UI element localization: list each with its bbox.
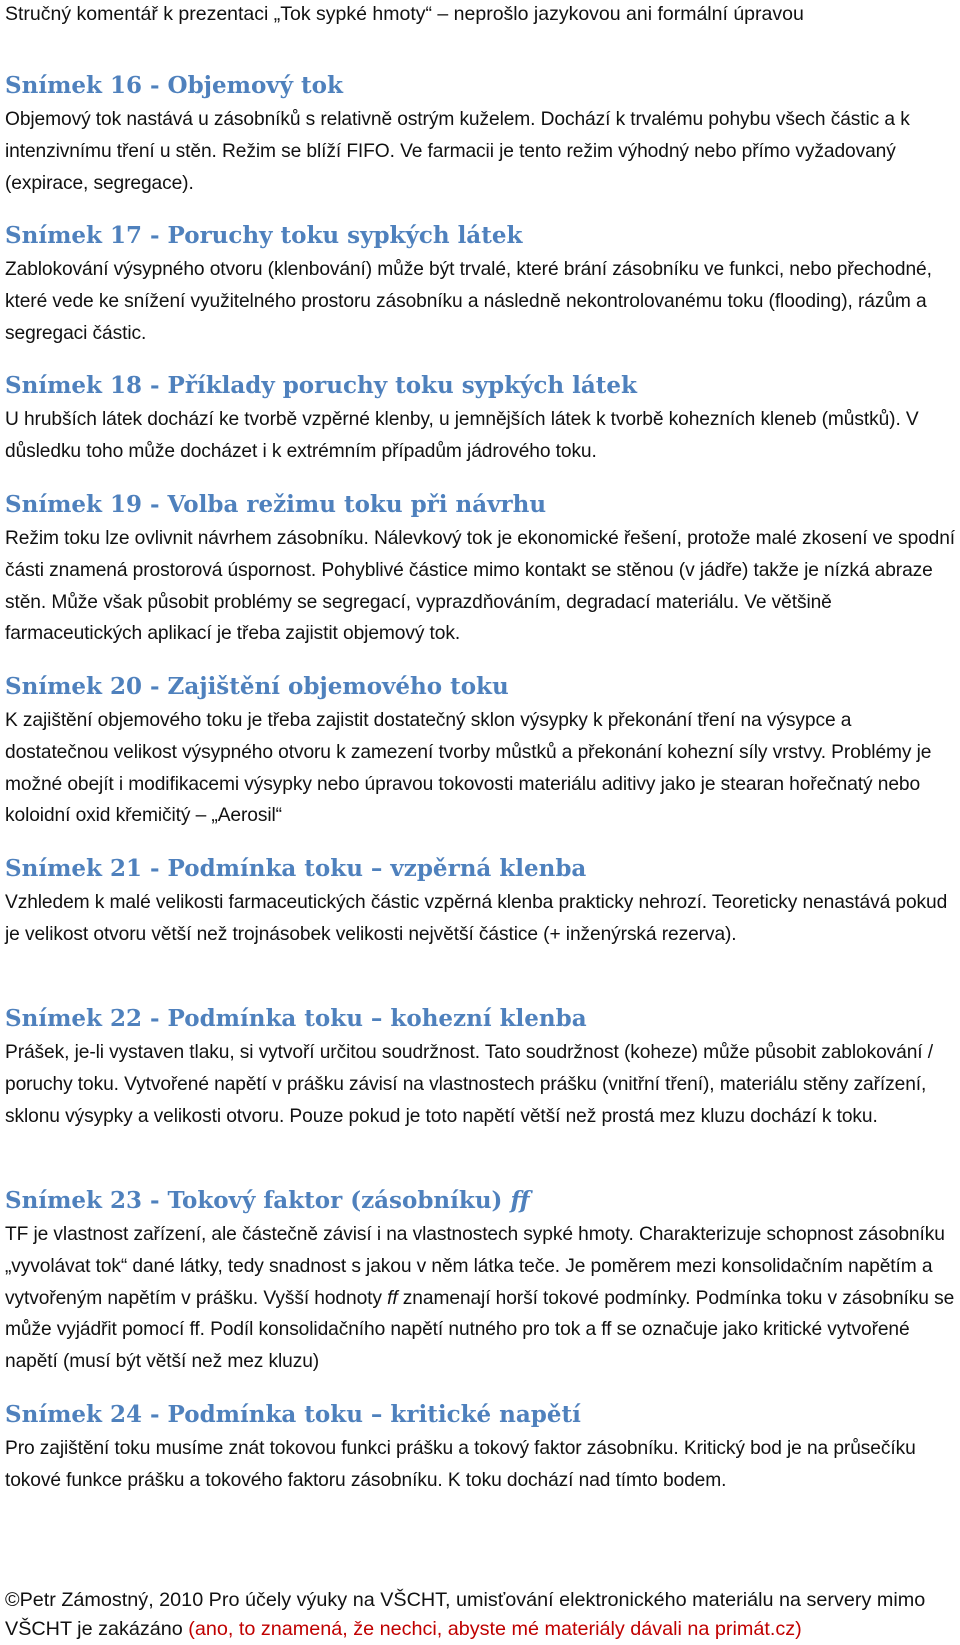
section-heading: Snímek 21 - Podmínka toku – vzpěrná klenba (5, 855, 587, 882)
section-paragraph: K zajištění objemového toku je třeba zajistit dostatečný sklon výsypky k překonání tření na výsypce a dostatečnou velikost výsypného otvoru k zamezení tvorby můstků a překonání kohezní síly vrstvy. Problémy je možné obejít i modifikacemi výsypky nebo úpravou tokovosti materiálu aditivy jako je stearan hořečnatý nebo koloidní oxid křemičitý – „Aerosil“ (5, 710, 932, 827)
section-snimek-19 (5, 489, 955, 650)
section-snimek-23 (5, 1185, 955, 1378)
section-snimek-17 (5, 220, 955, 349)
section-heading: Snímek 20 - Zajištění objemového toku (5, 673, 509, 700)
section-paragraph: Objemový tok nastává u zásobníků s relativně ostrým kuželem. Dochází k trvalému pohybu všech částic a k intenzivnímu tření u stěn. Režim se blíží FIFO. Ve farmacii je tento režim výhodný nebo přímo vyžadovaný (expirace, segregace). (5, 109, 910, 194)
section-snimek-16 (5, 70, 955, 199)
section-paragraph: Zablokování výsypného otvoru (klenbování) může být trvalé, které brání zásobníku ve funkci, nebo přechodné, které vede ke snížení využitelného prostoru zásobníku a následně nekontrolovanému toku (flooding), rázům a segregaci částic. (5, 259, 932, 344)
section-paragraph: Prášek, je-li vystaven tlaku, si vytvoří určitou soudržnost. Tato soudržnost (koheze) může působit zablokování / poruchy toku. Vytvořené napětí v prášku závisí na vlastnostech prášku (vnitřní tření), materiálu stěny zařízení, sklonu výsypky a velikosti otvoru. Pouze pokud je toto napětí větší než prostá mez kluzu dochází k toku. (5, 1042, 934, 1127)
section-heading-symbol: ff (510, 1187, 530, 1214)
section-heading: Snímek 17 - Poruchy toku sypkých látek (5, 222, 523, 249)
paragraph-part: znamenají horší tokové podmínky. Podmínka toku v zásobníku se může vyjádřit pomocí ff. Podíl konsolidačního napětí nutného pro tok a ff se označuje jako kritické vytvořené napětí (musí být větší než mez kluzu) (5, 1287, 955, 1373)
section-heading: Snímek 19 - Volba režimu toku při návrhu (5, 491, 547, 518)
section-heading: Snímek 24 - Podmínka toku – kritické napětí (5, 1401, 581, 1428)
section-snimek-21 (5, 853, 955, 951)
copyright-footer (5, 1586, 960, 1644)
section-snimek-20 (5, 671, 955, 832)
section-snimek-22 (5, 1003, 955, 1132)
section-snimek-18 (5, 370, 955, 468)
section-heading: Snímek 18 - Příklady poruchy toku sypkých látek (5, 372, 637, 399)
section-paragraph: U hrubších látek dochází ke tvorbě vzpěrné klenby, u jemnějších látek k tvorbě kohezních kleneb (můstků). V důsledku toho může docházet i k extrémním případům jádrového toku. (5, 409, 919, 462)
section-heading (5, 1185, 955, 1217)
copyright-warning: (ano, to znamená, že nechci, abyste mé materiály dávali na primát.cz) (188, 1618, 802, 1640)
paragraph-symbol: ff (387, 1287, 398, 1309)
copyright-text: ©Petr Zámostný, 2010 Pro účely výuky na VŠCHT, umisťování elektronického materiálu na servery mimo VŠCHT je zakázáno (5, 1589, 926, 1640)
paragraph-part: TF je vlastnost zařízení, ale částečně závisí i na vlastnostech sypké hmoty. Charakterizuje schopnost zásobníku „vyvolávat tok“ dané látky, tedy snadnost s jakou v něm látka teče. Je poměrem mezi konsolidačním napětím a vytvořeným napětím v prášku. Vyšší hodnoty (5, 1224, 945, 1309)
section-heading-text: Snímek 23 - Tokový faktor (zásobníku) (5, 1187, 511, 1214)
section-heading: Snímek 16 - Objemový tok (5, 72, 343, 99)
section-paragraph (5, 1219, 955, 1378)
section-paragraph: Pro zajištění toku musíme znát tokovou funkci prášku a tokový faktor zásobníku. Kritický bod je na průsečíku tokové funkce prášku a tokového faktoru zásobníku. K toku dochází nad tímto bodem. (5, 1438, 916, 1491)
section-snimek-24 (5, 1399, 955, 1497)
section-paragraph: Režim toku lze ovlivnit návrhem zásobníku. Nálevkový tok je ekonomické řešení, protože malé zkosení ve spodní části znamená prostorová úspornost. Pohyblivé částice mimo kontakt se stěnou (v jádře) takže je nízká abraze stěn. Může však působit problémy se segregací, vyprazdňováním, degradací materiálu. Ve většině farmaceutických aplikací je třeba zajistit objemový tok. (5, 528, 955, 645)
header-note: Stručný komentář k prezentaci „Tok sypké hmoty“ – neprošlo jazykovou ani formální úpravou (5, 3, 804, 25)
section-heading: Snímek 22 - Podmínka toku – kohezní klenba (5, 1005, 587, 1032)
section-paragraph: Vzhledem k malé velikosti farmaceutických částic vzpěrná klenba prakticky nehrozí. Teoreticky nenastává pokud je velikost otvoru větší než trojnásobek velikosti největší částice (+ inženýrská rezerva). (5, 892, 948, 945)
